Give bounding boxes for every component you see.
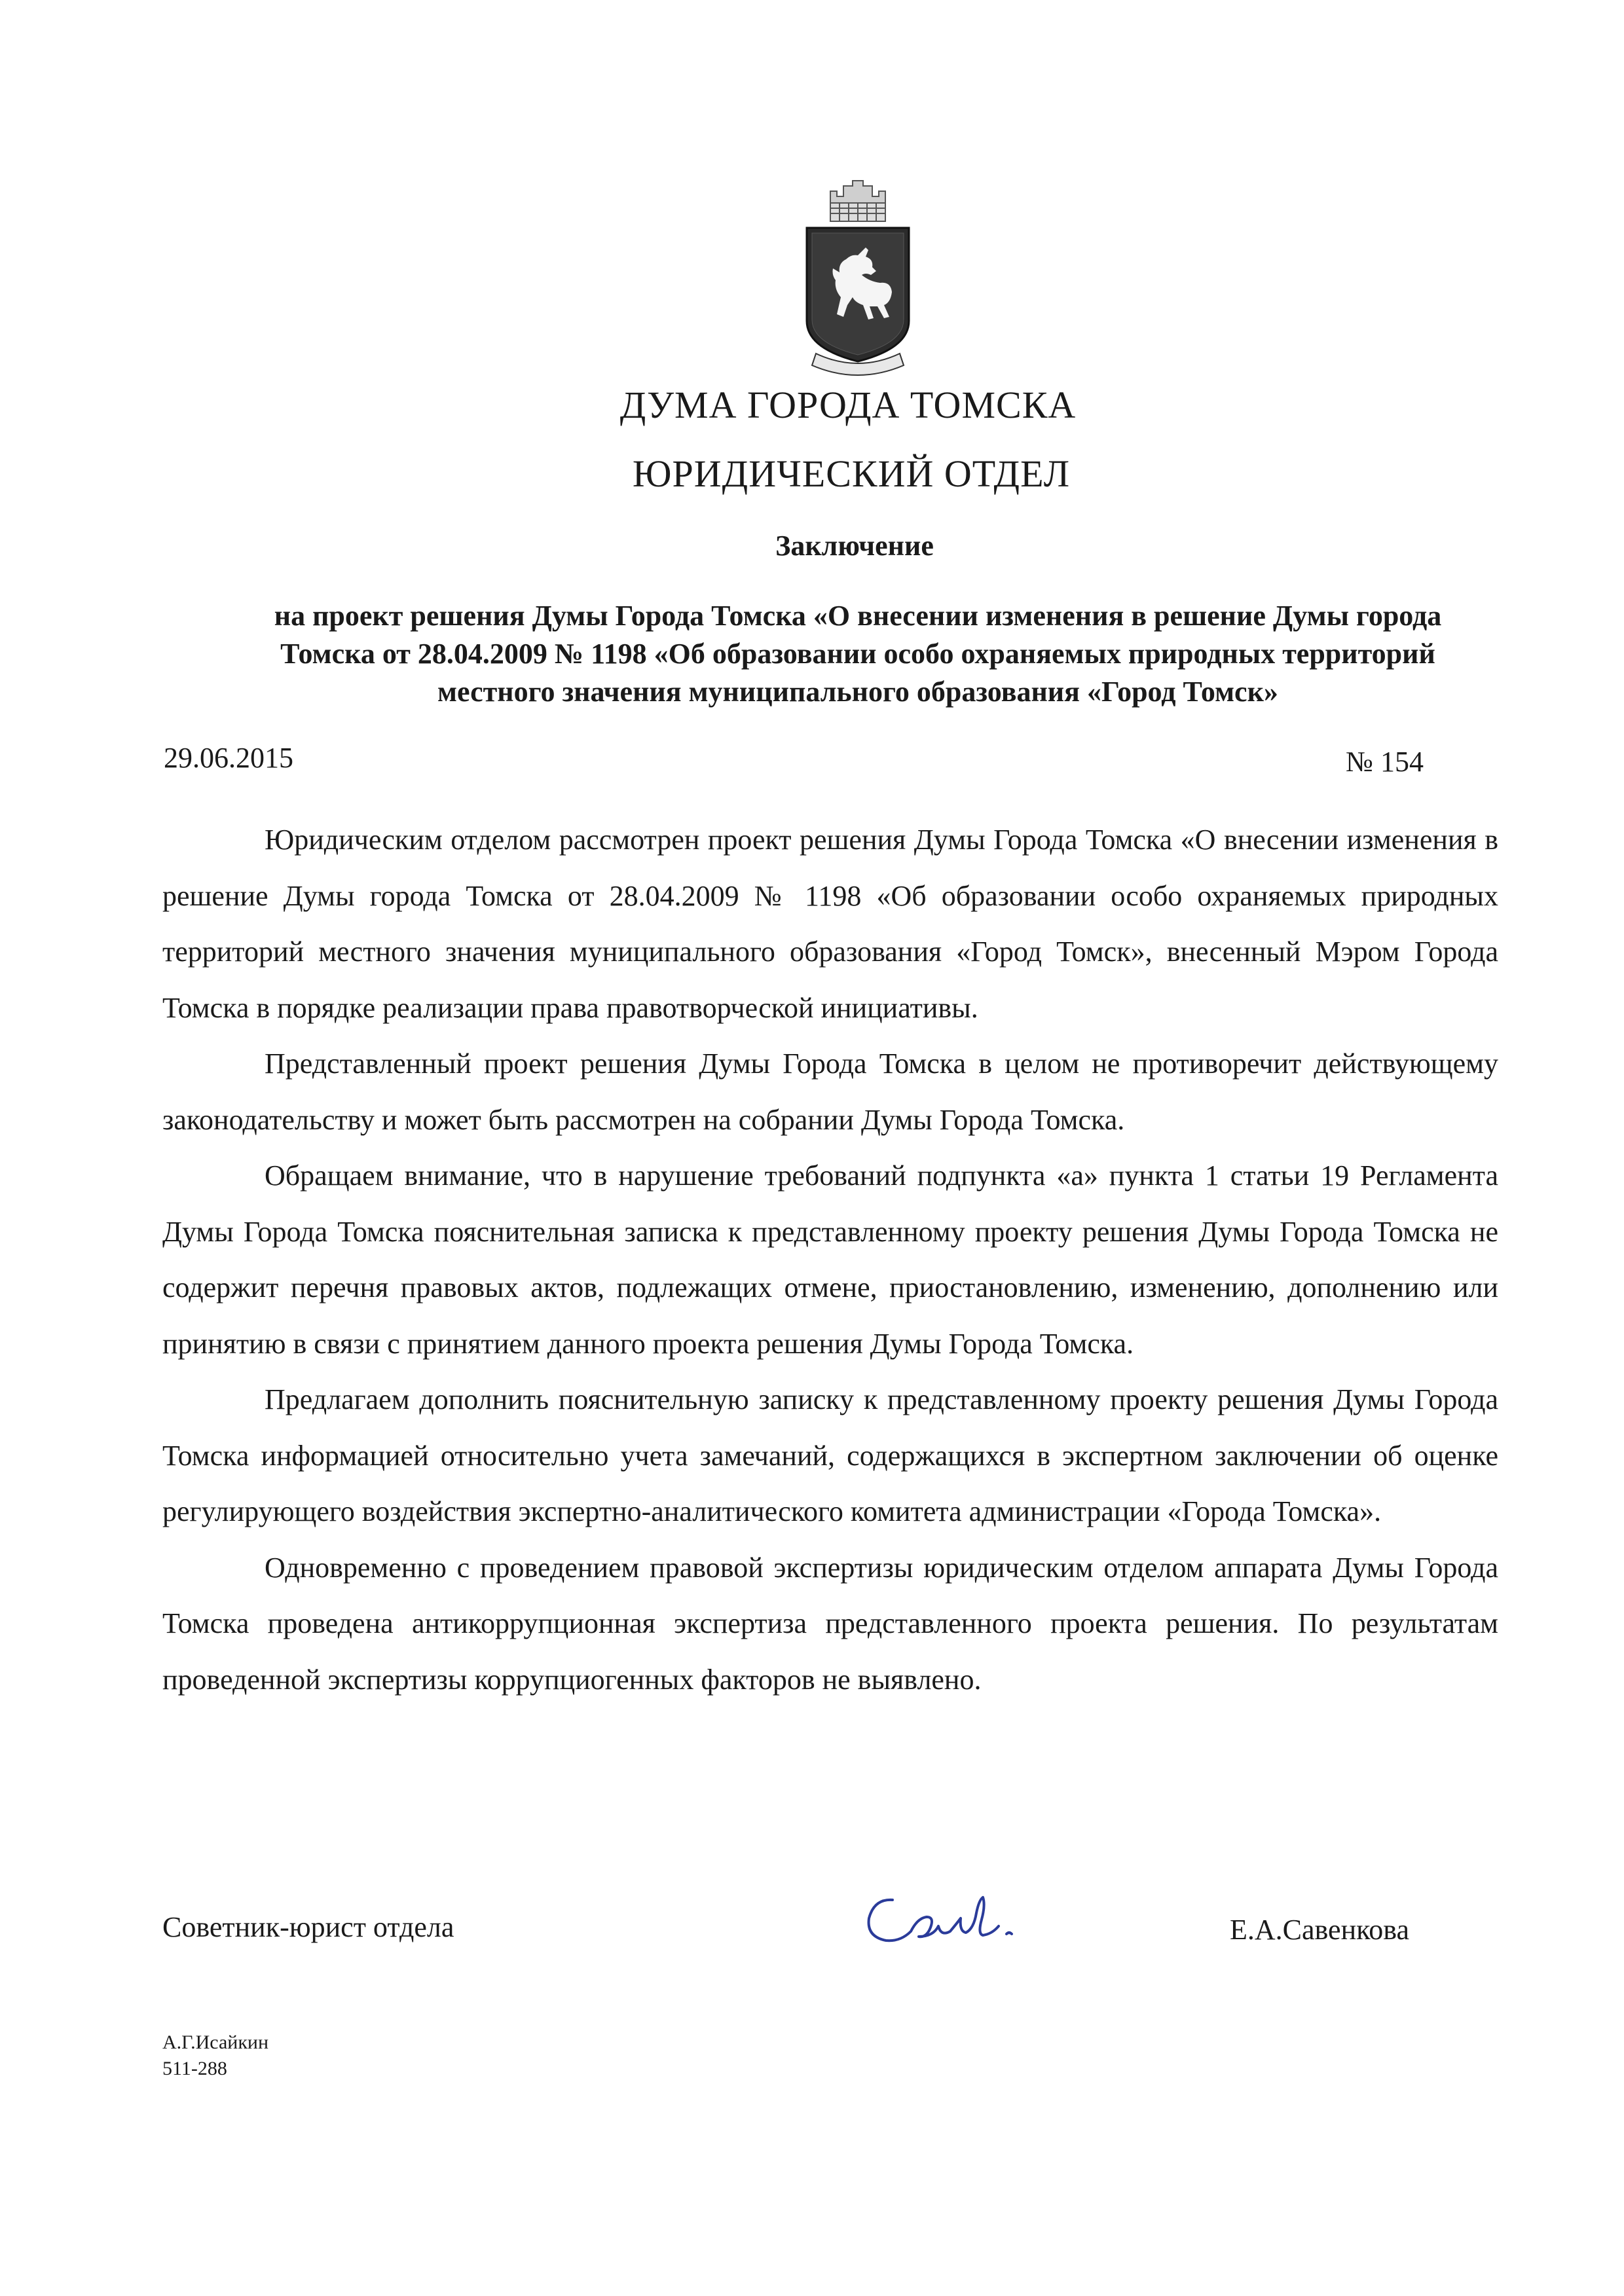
tomsk-coat-of-arms-icon (792, 177, 923, 386)
executor-info (162, 2030, 268, 2082)
executor-name: А.Г.Исайкин (162, 2032, 269, 2053)
body-paragraph: Обращаем внимание, что в нарушение требований подпункта «а» пункта 1 статьи 19 Регламента Думы Города Томска пояснительная записка к представленному проекту решения Думы Города Томска не содержит перечня правовых актов, подлежащих отмене, приостановлению, изменению, дополнению или принятию в связи с принятием данного проекта решения Думы Города Томска. (162, 1159, 1498, 1360)
handwritten-signature (855, 1886, 1038, 1958)
document-number: № 154 (1346, 746, 1424, 778)
document-type: Заключение (775, 530, 934, 562)
document-date: 29.06.2015 (164, 742, 293, 774)
organization-title: ДУМА ГОРОДА ТОМСКА (619, 384, 1077, 426)
body-paragraph: Представленный проект решения Думы Города Томска в целом не противоречит действующему законодательству и может быть рассмотрен на собрании Думы Города Томска. (162, 1048, 1498, 1136)
document-body (162, 812, 1498, 1707)
executor-phone: 511-288 (162, 2058, 227, 2079)
body-paragraph: Предлагаем дополнить пояснительную записку к представленному проекту решения Думы Города Томска информацией относительно учета замечаний, содержащихся в экспертном заключении об оценке регулирующего воздействия экспертно-аналитического комитета администрации «Города Томска». (162, 1383, 1498, 1527)
body-paragraph: Юридическим отделом рассмотрен проект решения Думы Города Томска «О внесении изменения в решение Думы города Томска от 28.04.2009 № 1198 «Об образовании особо охраняемых природных территорий местного значения муниципального образования «Город Томск», внесенный Мэром Города Томска в порядке реализации права правотворческой инициативы. (162, 824, 1498, 1024)
department-title: ЮРИДИЧЕСКИЙ ОТДЕЛ (632, 452, 1071, 495)
document-subject: на проект решения Думы Города Томска «О внесении изменения в решение Думы города Томска от 28.04.2009 № 1198 «Об образовании особо охраняемых природных территорий местного значения муниципального образования «Город Томск» (274, 600, 1442, 708)
signer-position: Советник-юрист отдела (162, 1911, 454, 1943)
body-paragraph: Одновременно с проведением правовой экспертизы юридическим отделом аппарата Думы Города Томска проведена антикоррупционная экспертиза представленного проекта решения. По результатам проведенной экспертизы коррупциогенных факторов не выявлено. (162, 1551, 1498, 1696)
signer-name: Е.А.Савенкова (1230, 1914, 1409, 1946)
